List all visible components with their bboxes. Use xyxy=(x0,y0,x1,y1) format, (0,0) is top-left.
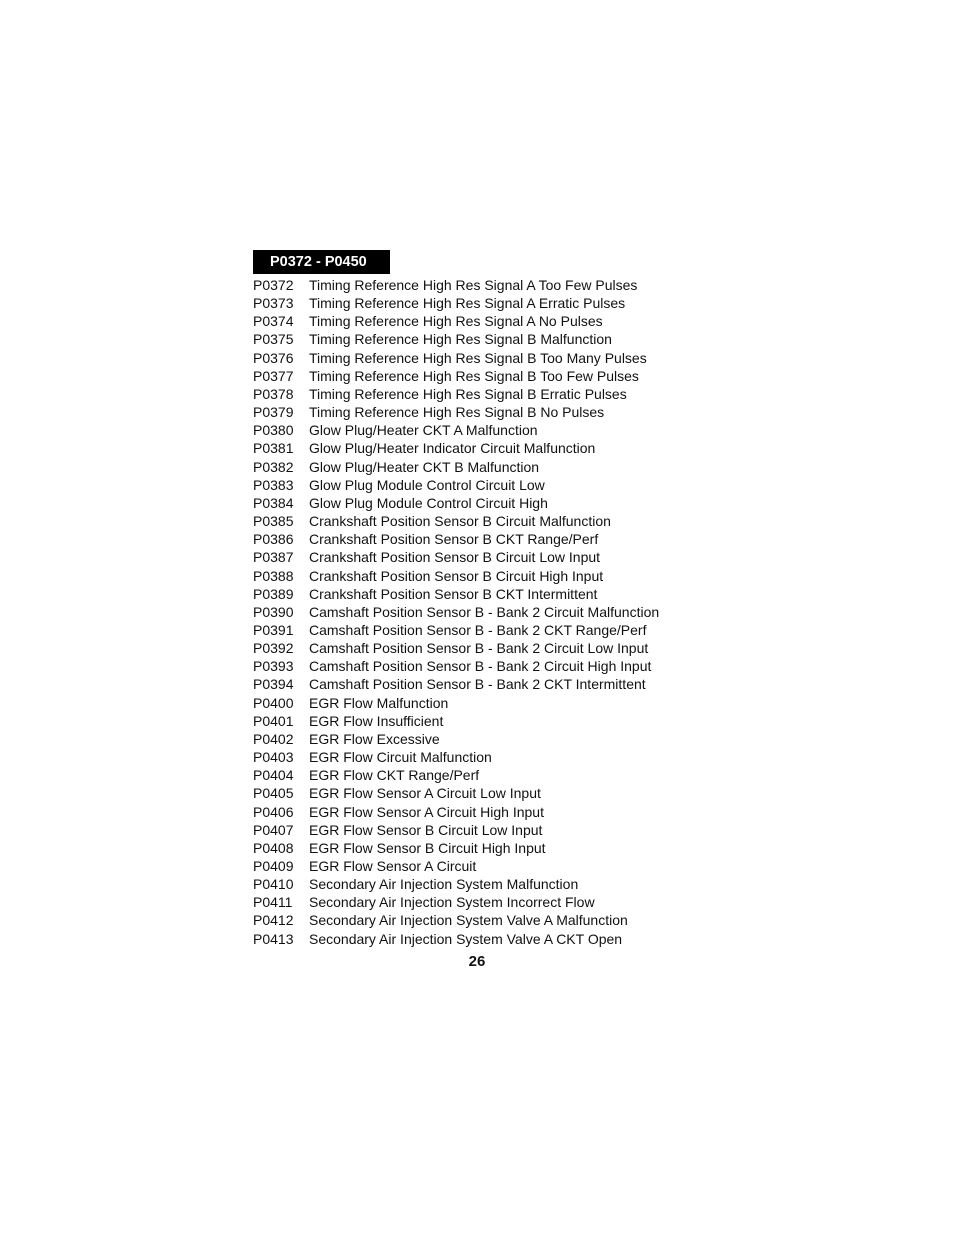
code-row xyxy=(253,367,659,385)
code-row xyxy=(253,621,659,639)
page-number: 26 xyxy=(468,953,486,970)
code-description: Crankshaft Position Sensor B Circuit Malfunction xyxy=(309,513,611,530)
code-id: P0384 xyxy=(253,494,294,511)
code-description: EGR Flow Excessive xyxy=(309,730,440,747)
code-id: P0375 xyxy=(253,331,294,348)
code-id: P0383 xyxy=(253,476,294,493)
code-id: P0376 xyxy=(253,349,294,366)
code-description: Crankshaft Position Sensor B CKT Range/Perf xyxy=(309,531,599,548)
code-row xyxy=(253,458,659,476)
code-id: P0403 xyxy=(253,749,294,766)
code-id: P0374 xyxy=(253,313,294,330)
code-row xyxy=(253,494,659,512)
code-row xyxy=(253,639,659,657)
code-description: Camshaft Position Sensor B - Bank 2 Circuit Low Input xyxy=(309,640,649,657)
code-row xyxy=(253,730,659,748)
code-description: Timing Reference High Res Signal B Too Few Pulses xyxy=(309,367,639,384)
code-id: P0372 xyxy=(253,277,294,293)
code-row xyxy=(253,784,659,802)
code-id: P0407 xyxy=(253,821,294,838)
code-description: Glow Plug Module Control Circuit Low xyxy=(309,476,545,493)
code-description: EGR Flow Circuit Malfunction xyxy=(309,749,492,766)
code-description: EGR Flow Sensor B Circuit High Input xyxy=(309,839,546,856)
code-row xyxy=(253,349,659,367)
code-row xyxy=(253,839,659,857)
code-description: EGR Flow Sensor A Circuit xyxy=(309,858,477,874)
code-description: EGR Flow Insufficient xyxy=(309,712,444,729)
code-id: P0392 xyxy=(253,640,294,657)
code-row xyxy=(253,385,659,403)
code-description: Timing Reference High Res Signal A Erratic Pulses xyxy=(309,295,626,312)
code-description: Timing Reference High Res Signal A Too Few Pulses xyxy=(309,277,638,293)
section-header: P0372 - P0450 xyxy=(253,250,390,274)
code-id: P0382 xyxy=(253,458,294,475)
code-description: Timing Reference High Res Signal A No Pulses xyxy=(309,313,603,330)
code-description: Crankshaft Position Sensor B CKT Intermittent xyxy=(309,585,598,602)
code-description: Secondary Air Injection System Malfunction xyxy=(309,876,579,893)
code-description: Camshaft Position Sensor B - Bank 2 Circuit High Input xyxy=(309,658,652,675)
code-description: Glow Plug/Heater Indicator Circuit Malfunction xyxy=(309,440,596,457)
code-row xyxy=(253,476,659,494)
code-id: P0389 xyxy=(253,585,294,602)
code-description: EGR Flow Sensor A Circuit High Input xyxy=(309,803,544,820)
code-id: P0402 xyxy=(253,730,294,747)
code-id: P0391 xyxy=(253,621,294,638)
code-row xyxy=(253,312,659,330)
code-id: P0388 xyxy=(253,567,294,584)
code-row xyxy=(253,548,659,566)
code-id: P0373 xyxy=(253,295,294,312)
code-description: EGR Flow Sensor B Circuit Low Input xyxy=(309,821,543,838)
code-id: P0387 xyxy=(253,549,294,566)
code-row xyxy=(253,585,659,603)
code-row xyxy=(253,875,659,893)
code-description: Camshaft Position Sensor B - Bank 2 Circuit Malfunction xyxy=(309,603,660,620)
code-description: Timing Reference High Res Signal B Erratic Pulses xyxy=(309,385,627,402)
code-row xyxy=(253,694,659,712)
code-description: Crankshaft Position Sensor B Circuit Low Input xyxy=(309,549,601,566)
code-row xyxy=(253,512,659,530)
code-id: P0408 xyxy=(253,839,294,856)
code-id: P0379 xyxy=(253,404,294,421)
code-id: P0400 xyxy=(253,694,294,711)
code-description: Camshaft Position Sensor B - Bank 2 CKT Range/Perf xyxy=(309,621,647,638)
code-id: P0406 xyxy=(253,803,294,820)
code-id: P0410 xyxy=(253,876,294,893)
code-id: P0412 xyxy=(253,912,294,929)
code-list xyxy=(253,276,659,948)
code-row xyxy=(253,803,659,821)
code-row xyxy=(253,439,659,457)
code-row xyxy=(253,821,659,839)
code-id: P0394 xyxy=(253,676,294,693)
code-row xyxy=(253,530,659,548)
code-id: P0390 xyxy=(253,603,294,620)
code-id: P0393 xyxy=(253,658,294,675)
code-id: P0401 xyxy=(253,712,294,729)
code-id: P0409 xyxy=(253,858,294,874)
code-description: Secondary Air Injection System Valve A Malfunction xyxy=(309,912,628,929)
code-id: P0380 xyxy=(253,422,294,439)
code-row xyxy=(253,421,659,439)
code-row xyxy=(253,330,659,348)
code-description: Timing Reference High Res Signal B Malfunction xyxy=(309,331,612,348)
code-description: EGR Flow Sensor A Circuit Low Input xyxy=(309,785,541,802)
code-description: Crankshaft Position Sensor B Circuit High Input xyxy=(309,567,604,584)
code-description: Glow Plug Module Control Circuit High xyxy=(309,494,548,511)
code-row xyxy=(253,930,659,948)
code-row xyxy=(253,893,659,911)
code-id: P0377 xyxy=(253,367,294,384)
code-id: P0381 xyxy=(253,440,294,457)
code-id: P0404 xyxy=(253,767,294,784)
code-id: P0411 xyxy=(253,894,293,911)
code-description: Secondary Air Injection System Valve A CKT Open xyxy=(309,930,623,947)
code-row xyxy=(253,911,659,929)
code-description: Secondary Air Injection System Incorrect Flow xyxy=(309,894,595,911)
code-description: EGR Flow Malfunction xyxy=(309,694,449,711)
code-row xyxy=(253,603,659,621)
code-id: P0386 xyxy=(253,531,294,548)
code-description: Timing Reference High Res Signal B Too Many Pulses xyxy=(309,349,647,366)
code-description: Camshaft Position Sensor B - Bank 2 CKT Intermittent xyxy=(309,676,646,693)
code-id: P0378 xyxy=(253,385,294,402)
code-row xyxy=(253,294,659,312)
code-description: Timing Reference High Res Signal B No Pulses xyxy=(309,404,605,421)
code-row xyxy=(253,766,659,784)
code-id: P0405 xyxy=(253,785,294,802)
code-id: P0385 xyxy=(253,513,294,530)
code-row xyxy=(253,748,659,766)
code-description: Glow Plug/Heater CKT B Malfunction xyxy=(309,458,540,475)
code-row xyxy=(253,657,659,675)
code-row xyxy=(253,276,659,294)
code-row xyxy=(253,567,659,585)
code-id: P0413 xyxy=(253,930,294,947)
code-row xyxy=(253,712,659,730)
code-description: EGR Flow CKT Range/Perf xyxy=(309,767,480,784)
code-row xyxy=(253,675,659,693)
code-row xyxy=(253,403,659,421)
code-row xyxy=(253,857,659,875)
code-description: Glow Plug/Heater CKT A Malfunction xyxy=(309,422,538,439)
